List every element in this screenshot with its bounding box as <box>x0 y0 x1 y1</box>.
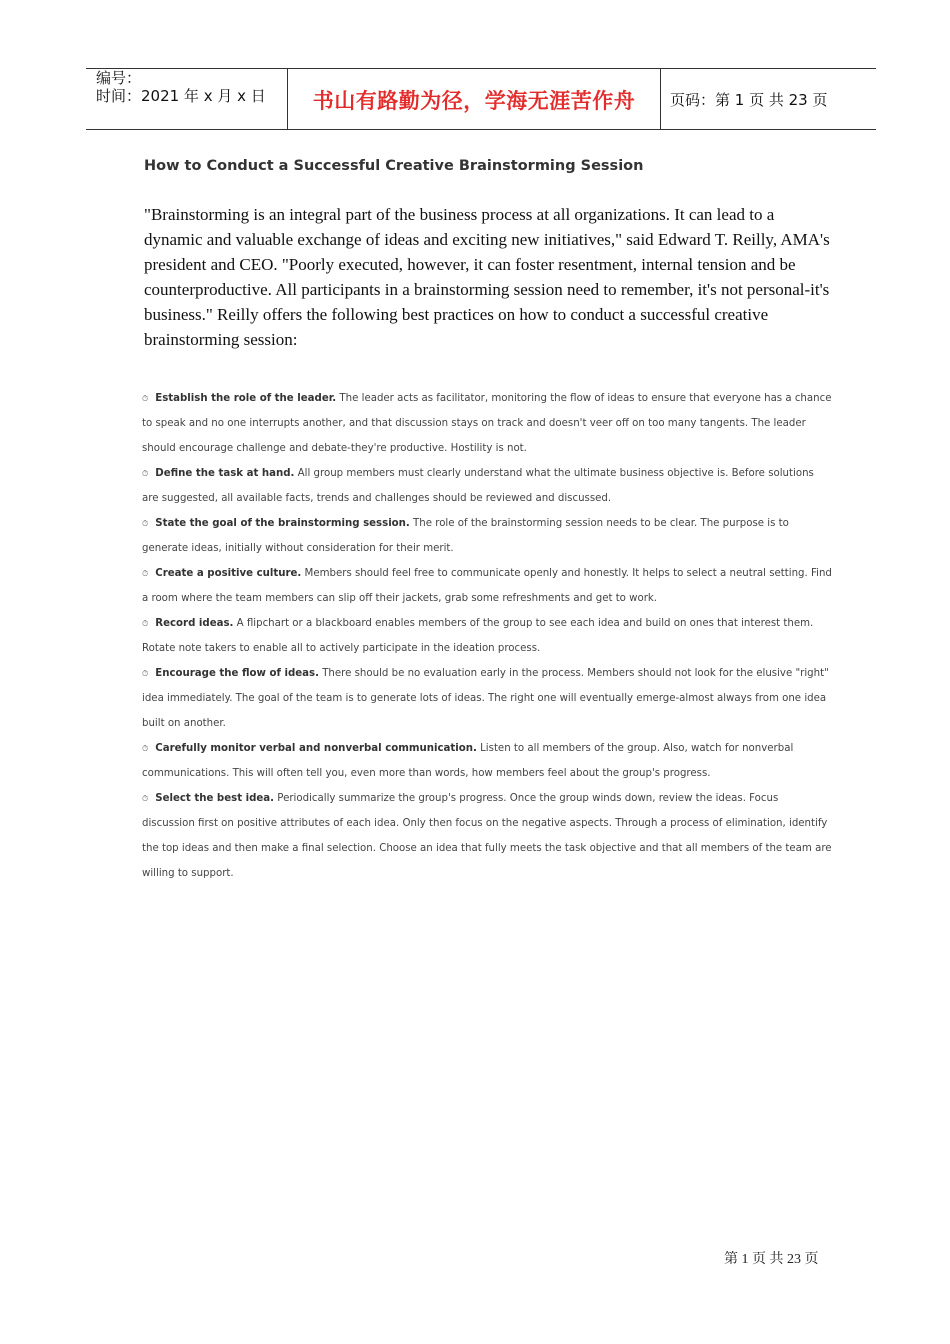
serial-number-label: 编号： <box>96 69 142 87</box>
list-item-heading: Define the task at hand. <box>155 468 295 479</box>
list-item-heading: Record ideas. <box>155 618 234 629</box>
motto-text: 书山有路勤为径，学海无涯苦作舟 <box>312 88 636 113</box>
list-item-text: The leader acts as facilitator, monitoring the flow of ideas to ensure that everyone has a chance to speak and no one interrupts another, and that discussion stays on track and doesn't veer off on too many tangents. The leader should encourage challenge and debate-they're productive. Hostility is not. <box>142 393 832 454</box>
list-item-heading: Carefully monitor verbal and nonverbal communication. <box>155 743 477 754</box>
article-title: How to Conduct a Successful Creative Brainstorming Session <box>144 158 644 174</box>
clock-icon: ⏱ <box>142 519 149 528</box>
list-item <box>142 461 832 511</box>
list-item-heading: Create a positive culture. <box>155 568 302 579</box>
list-item <box>142 736 832 786</box>
page-header <box>86 68 876 130</box>
clock-icon: ⏱ <box>142 469 149 478</box>
list-item <box>142 561 832 611</box>
footer-page-number: 第 1 页 共 23 页 <box>724 1252 819 1267</box>
list-item-text: The role of the brainstorming session needs to be clear. The purpose is to generate ideas, initially without consideration for their merit. <box>142 518 789 554</box>
clock-icon: ⏱ <box>142 569 149 578</box>
list-item-text: A flipchart or a blackboard enables members of the group to see each idea and build on ones that interest them. Rotate note takers to enable all to actively participate in the ideation process. <box>142 618 814 654</box>
clock-icon: ⏱ <box>142 744 149 753</box>
list-item <box>142 661 832 736</box>
list-item <box>142 386 832 461</box>
list-item-heading: State the goal of the brainstorming session. <box>155 518 410 529</box>
list-item <box>142 786 832 886</box>
list-item-text: All group members must clearly understand what the ultimate business objective is. Before solutions are suggested, all available facts, trends and challenges should be reviewed and discussed. <box>142 468 814 504</box>
clock-icon: ⏱ <box>142 619 149 628</box>
clock-icon: ⏱ <box>142 394 149 403</box>
list-item <box>142 511 832 561</box>
list-item-heading: Encourage the flow of ideas. <box>155 668 319 679</box>
clock-icon: ⏱ <box>142 669 149 678</box>
clock-icon: ⏱ <box>142 794 149 803</box>
list-item-text: Periodically summarize the group's progress. Once the group winds down, review the ideas. Focus discussion first on positive attributes of each idea. Only then focus on the negative aspects. Through a process of elimination, identify the top ideas and then make a final selection. Choose an idea that fully meets the task objective and that all members of the team are willing to support. <box>142 793 832 879</box>
header-meta-cell <box>86 69 287 129</box>
list-item-text: Members should feel free to communicate openly and honestly. It helps to select a neutral setting. Find a room where the team members can slip off their jackets, grab some refreshments and get to work. <box>142 568 832 604</box>
best-practices-list <box>142 386 832 886</box>
intro-paragraph: "Brainstorming is an integral part of the business process at all organizations. It can lead to a dynamic and valuable exchange of ideas and exciting new initiatives," said Edward T. Reilly, AMA's president and CEO. "Poorly executed, however, it can foster resentment, internal tension and be counterproductive. All participants in a brainstorming session need to remember, it's not personal-it's business." Reilly offers the following best practices on how to conduct a successful creative brainstorming session: <box>144 205 830 349</box>
list-item <box>142 611 832 661</box>
header-motto-cell <box>287 69 661 129</box>
list-item-text: Listen to all members of the group. Also, watch for nonverbal communications. This will often tell you, even more than words, how members feel about the group's progress. <box>142 743 794 779</box>
list-item-heading: Select the best idea. <box>155 793 275 804</box>
list-item-heading: Establish the role of the leader. <box>155 393 337 404</box>
header-page-number: 页码：第 1 页 共 23 页 <box>670 91 828 109</box>
list-item-text: There should be no evaluation early in the process. Members should not look for the elusive "right" idea immediately. The goal of the team is to generate lots of ideas. The right one will eventually emerge-almost always from one idea built on another. <box>142 668 829 729</box>
time-label: 时间：2021 年 x 月 x 日 <box>96 87 266 105</box>
header-page-cell <box>660 69 876 129</box>
